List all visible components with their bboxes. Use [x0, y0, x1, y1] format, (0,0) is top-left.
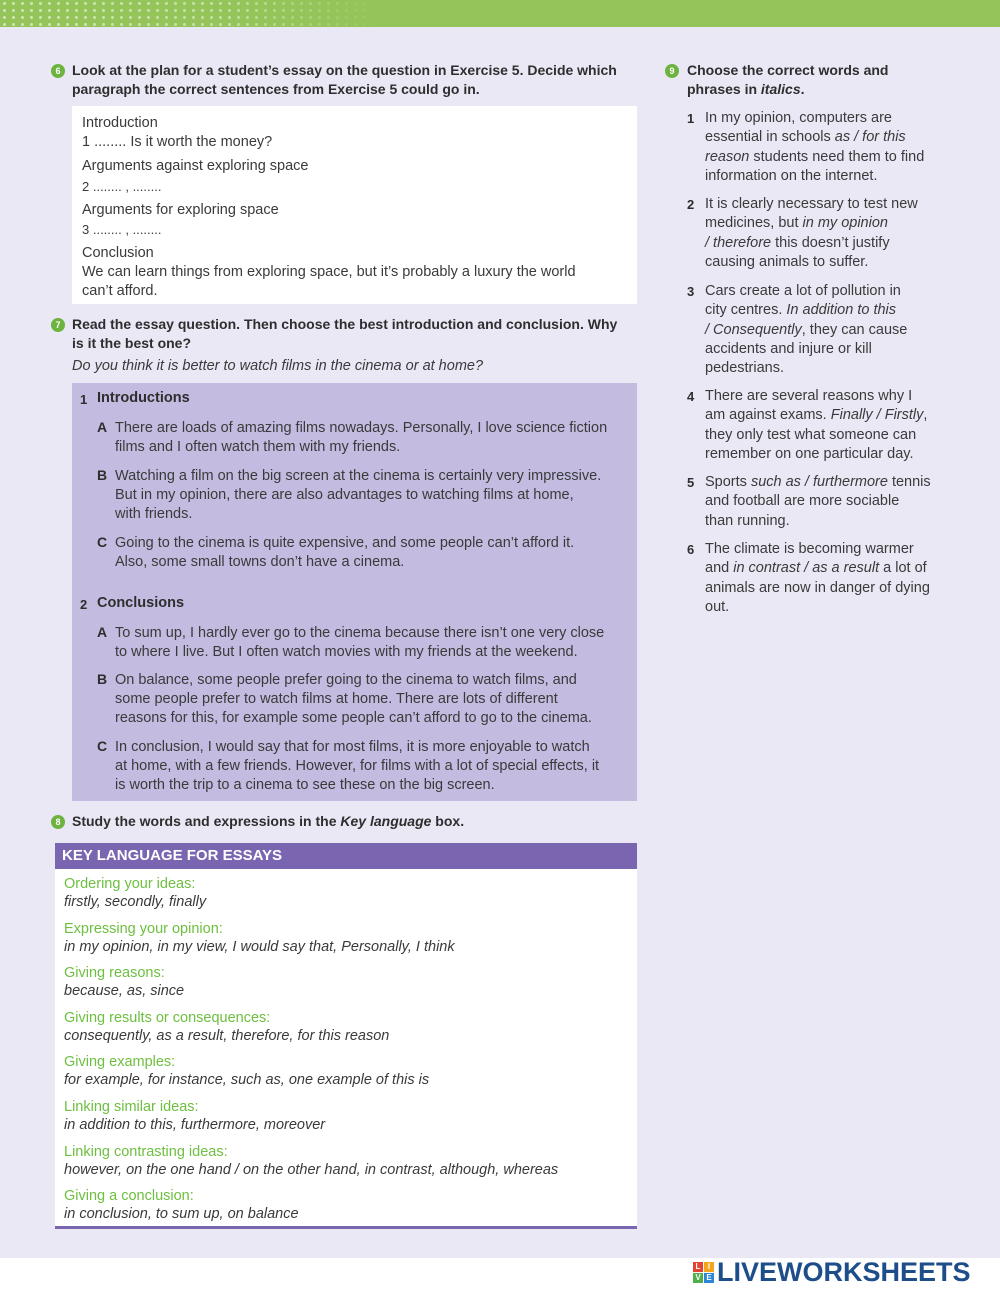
- key-category-label: Expressing your opinion:: [64, 920, 223, 937]
- plan-against-title: Arguments against exploring space: [82, 158, 309, 174]
- plan-conclusion-line1: We can learn things from exploring space, but it’s probably a luxury the world: [82, 264, 576, 280]
- exercise-9-instruction: Choose the correct words and phrases in italics.: [687, 62, 889, 97]
- intro-a-letter: A: [97, 419, 108, 435]
- key-category-words: firstly, secondly, finally: [64, 894, 207, 910]
- ex9-item-number: 2: [687, 197, 695, 212]
- ex9-item-number: 5: [687, 475, 695, 490]
- intro-b-text: Watching a film on the big screen at the cinema is certainly very impressive. But in my opinion, there are also advantages to watching films at home, with friends.: [115, 468, 602, 522]
- exercise-8-badge: 8: [51, 815, 65, 829]
- top-banner: [0, 0, 1000, 27]
- ex9-item-text: Cars create a lot of pollution in city centres. In addition to this / Consequently, they can cause accidents and injure or kill pedestrians.: [705, 283, 908, 377]
- concl-a-text: To sum up, I hardly ever go to the cinema because there isn’t one very close to where I live. But I often watch movies with my friends at the weekend.: [115, 625, 605, 660]
- plan-for-line: 3 ........ , ........: [82, 222, 162, 237]
- concl-b-text: On balance, some people prefer going to the cinema to watch films, and some people prefer to watch films at home. There are lots of different reasons for this, for example some people can’t afford to go to the cinema.: [115, 672, 592, 726]
- concl-c-text: In conclusion, I would say that for most films, it is more enjoyable to watch at home, with a few friends. However, for films with a lot of special effects, it is worth the trip to a cinema to see these on the big screen.: [115, 739, 600, 793]
- key-category-label: Ordering your ideas:: [64, 876, 196, 892]
- key-category-words: in addition to this, furthermore, moreover: [64, 1117, 326, 1133]
- plan-intro-title: Introduction: [82, 115, 158, 131]
- liveworksheets-logo: [693, 1257, 971, 1288]
- ex9-item-text: It is clearly necessary to test new medicines, but in my opinion / therefore this doesn’t justify causing animals to suffer.: [705, 196, 918, 270]
- exercise-6-badge: 6: [51, 64, 65, 78]
- key-category-label: Giving results or consequences:: [64, 1009, 271, 1026]
- exercise-7-instruction: Read the essay question. Then choose the best introduction and conclusion. Why is it the best one?: [72, 316, 618, 351]
- intro-a-text: There are loads of amazing films nowadays. Personally, I love science fiction films and I often watch them with my friends.: [115, 420, 608, 455]
- plan-intro-line: 1 ........ Is it worth the money?: [82, 134, 273, 150]
- plan-conclusion-line2: can’t afford.: [82, 283, 158, 299]
- key-category-words: for example, for instance, such as, one example of this is: [64, 1072, 430, 1089]
- ex9-item-number: 6: [687, 542, 695, 557]
- key-category-label: Giving a conclusion:: [64, 1188, 194, 1205]
- exercise-7-badge: 7: [51, 318, 65, 332]
- logo-text: LIVEWORKSHEETS: [717, 1257, 971, 1287]
- ex9-item-text: There are several reasons why I am against exams. Finally / Firstly, they only test what someone can remember on one particular day.: [705, 388, 928, 462]
- intro-c-text: Going to the cinema is quite expensive, and some people can’t afford it. Also, some small towns don’t have a cinema.: [115, 535, 575, 570]
- key-category-words: consequently, as a result, therefore, for this reason: [64, 1027, 390, 1044]
- conclusions-heading: Conclusions: [97, 595, 185, 611]
- concl-b-letter: B: [97, 671, 108, 687]
- plan-for-title: Arguments for exploring space: [82, 202, 279, 218]
- intro-b-letter: B: [97, 467, 108, 483]
- exercise-6-instruction: Look at the plan for a student’s essay on the question in Exercise 5. Decide which paragraph the correct sentences from Exercise 5 could go in.: [72, 62, 617, 97]
- key-language-title: KEY LANGUAGE FOR ESSAYS: [55, 843, 637, 869]
- ex9-item-text: In my opinion, computers are essential in schools as / for this reason students need them to find information on the internet.: [705, 110, 925, 184]
- concl-c-letter: C: [97, 738, 108, 754]
- key-category-words: however, on the one hand / on the other hand, in contrast, although, whereas: [64, 1161, 559, 1178]
- ex9-item-number: 3: [687, 284, 695, 299]
- key-category-words: in my opinion, in my view, I would say that, Personally, I think: [64, 938, 455, 955]
- intro-c-letter: C: [97, 534, 108, 550]
- plan-conclusion-title: Conclusion: [82, 245, 154, 261]
- introductions-number: 1: [80, 392, 88, 407]
- key-category-words: in conclusion, to sum up, on balance: [64, 1206, 299, 1223]
- plan-against-line: 2 ........ , ........: [82, 179, 162, 194]
- key-category-label: Giving examples:: [64, 1054, 176, 1071]
- key-category-label: Linking contrasting ideas:: [64, 1143, 228, 1160]
- exercise-8-instruction: Study the words and expressions in the Key language box.: [72, 813, 465, 829]
- ex9-item-text: The climate is becoming warmer and in contrast / as a result a lot of animals are now in danger of dying out.: [705, 541, 930, 615]
- concl-a-letter: A: [97, 624, 108, 640]
- conclusions-number: 2: [80, 597, 88, 612]
- key-category-label: Giving reasons:: [64, 965, 165, 982]
- ex9-item-number: 4: [687, 389, 695, 404]
- ex9-item-text: Sports such as / furthermore tennis and football are more sociable than running.: [705, 474, 931, 529]
- key-category-words: because, as, since: [64, 983, 185, 1000]
- key-category-label: Linking similar ideas:: [64, 1099, 199, 1115]
- essay-question: Do you think it is better to watch films in the cinema or at home?: [72, 358, 484, 374]
- logo-mark: L I V E: [693, 1262, 714, 1283]
- ex9-item-number: 1: [687, 111, 695, 126]
- introductions-heading: Introductions: [97, 390, 190, 406]
- exercise-9-badge: 9: [665, 64, 679, 78]
